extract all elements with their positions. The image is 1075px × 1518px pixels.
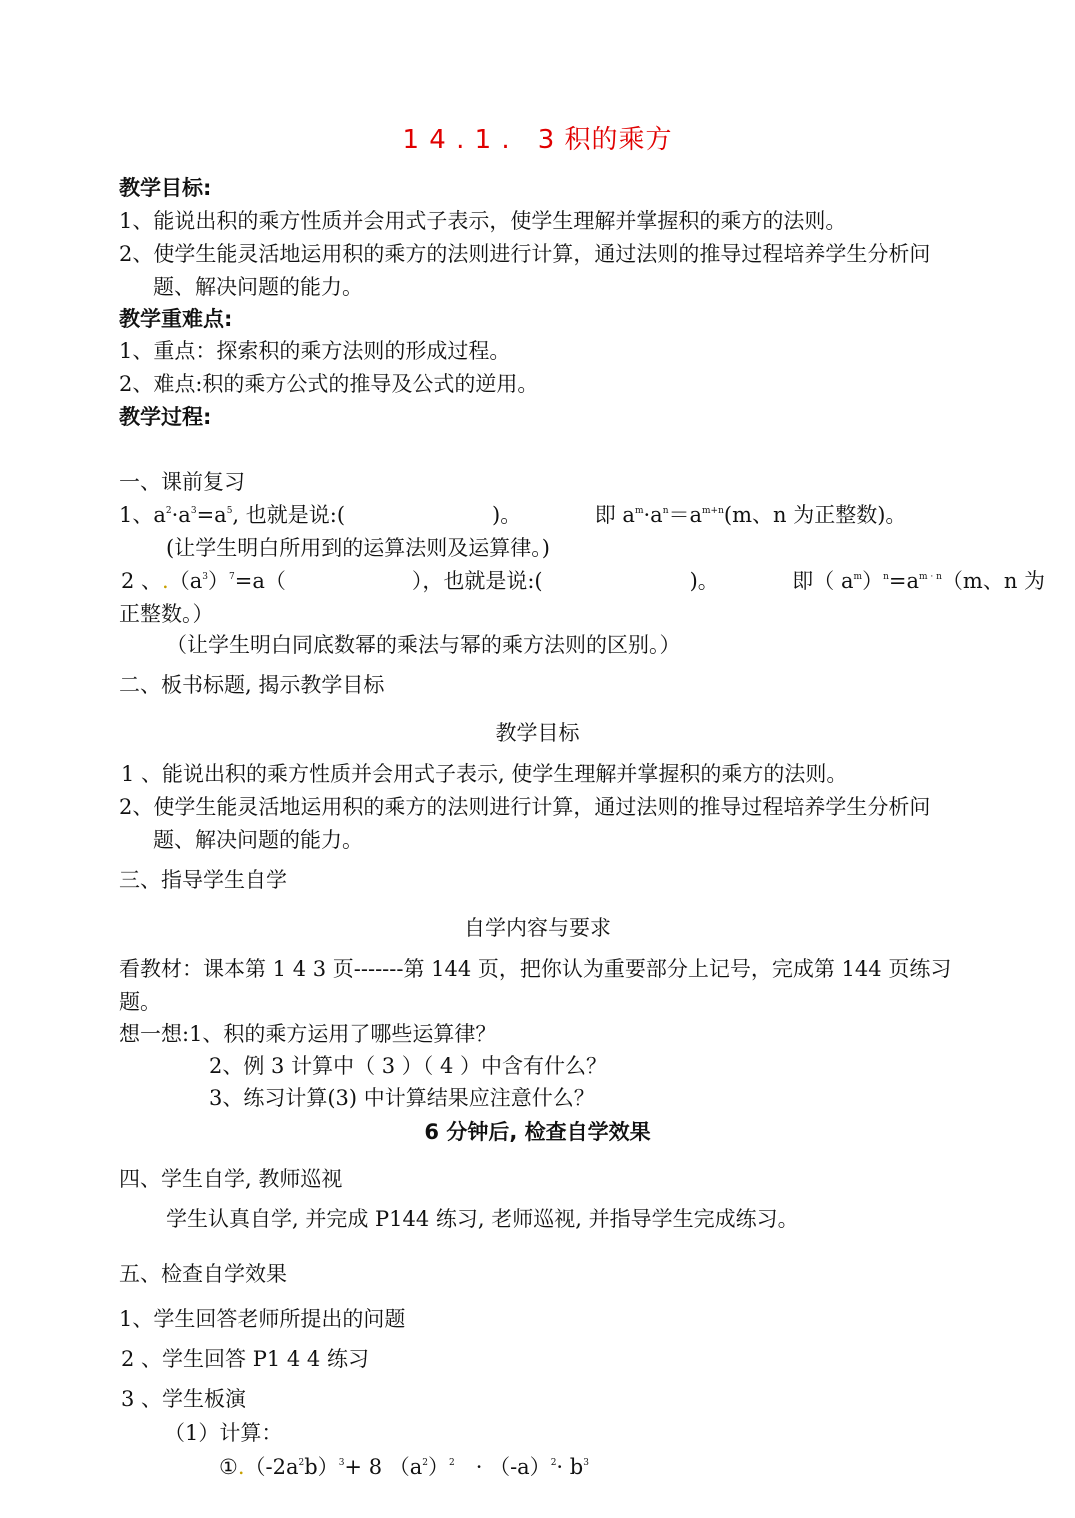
- process-heading: 教学过程:: [119, 405, 212, 429]
- board-line-3: 题、解决问题的能力。: [153, 828, 363, 852]
- objective-line-2: 2、使学生能灵活地运用积的乘方的法则进行计算，通过法则的推导过程培养学生分析问: [119, 242, 931, 266]
- key-point-2: 2、难点:积的乘方公式的推导及公式的逆用。: [119, 372, 539, 396]
- selfstudy-think-1: 想一想:1、积的乘方运用了哪些运算律？: [119, 1022, 497, 1046]
- review-item-2: 2 、$.(a^3)^7=a$（ ），也就是说:( )。 即（ $a^m)^n=a^{m \cdot n}(m$、n 为: [121, 569, 1046, 593]
- page-title: 1 4 . 1 . 3 积的乘方: [402, 125, 673, 155]
- review-item-1: 1、$a^2\cdot a^3=a^5$, 也就是说:( )。 即 $a^m\cdot a^n=a^{m+n}(m$、n 为正整数)。: [119, 503, 907, 527]
- check-item-2: 2 、学生回答 P1 4 4 练习: [121, 1347, 369, 1371]
- board-line-2: 2、使学生能灵活地运用积的乘方的法则进行计算，通过法则的推导过程培养学生分析问: [119, 795, 931, 819]
- review-heading: 一、课前复习: [119, 470, 245, 494]
- selfstudy-center-title: 自学内容与要求: [464, 916, 611, 940]
- review-note-2: （让学生明白同底数幂的乘法与幂的乘方法则的区别。）: [166, 633, 681, 657]
- tour-heading: 四、学生自学, 教师巡视: [119, 1167, 343, 1191]
- board-line-1: 1 、能说出积的乘方性质并会用式子表示, 使学生理解并掌握积的乘方的法则。: [121, 762, 848, 786]
- key-point-1: 1、重点：探索积的乘方法则的形成过程。: [119, 339, 511, 363]
- selfstudy-think-3: 3、练习计算(3) 中计算结果应注意什么？: [209, 1086, 595, 1110]
- objective-line-1: 1、能说出积的乘方性质并会用式子表示，使学生理解并掌握积的乘方的法则。: [119, 209, 847, 233]
- board-center-title: 教学目标: [495, 721, 580, 745]
- selfstudy-think-2: 2、例 3 计算中（ 3 ）（ 4 ）中含有什么？: [209, 1054, 607, 1078]
- board-heading: 二、板书标题, 揭示教学目标: [119, 673, 385, 697]
- key-points-heading: 教学重难点:: [119, 307, 233, 331]
- objectives-heading: 教学目标:: [119, 176, 212, 200]
- selfstudy-read-line-2: 题。: [119, 990, 161, 1014]
- selfstudy-heading: 三、指导学生自学: [119, 868, 287, 892]
- review-note-1: (让学生明白所用到的运算法则及运算律。): [166, 536, 550, 560]
- check-item-3: 3 、学生板演: [121, 1387, 247, 1411]
- selfstudy-read-line-1: 看教材：课本第 1 4 3 页-------第 144 页，把你认为重要部分上记号，完成第 144 页练习: [119, 957, 952, 981]
- check-heading: 五、检查自学效果: [119, 1262, 287, 1286]
- tour-text: 学生认真自学, 并完成 P144 练习, 老师巡视, 并指导学生完成练习。: [166, 1207, 799, 1231]
- review-item-2-continued: 正整数。）: [119, 602, 214, 626]
- check-calc-label: （1）计算：: [164, 1421, 283, 1445]
- check-item-1: 1、学生回答老师所提出的问题: [119, 1307, 406, 1331]
- selfstudy-check-note: 6 分钟后, 检查自学效果: [424, 1120, 651, 1144]
- check-expression: $①.(-2a^2b)^3+ 8$ $(a^2)^2$ · $(-a)^2\cdot b^3$: [219, 1455, 589, 1479]
- objective-line-3: 题、解决问题的能力。: [153, 275, 363, 299]
